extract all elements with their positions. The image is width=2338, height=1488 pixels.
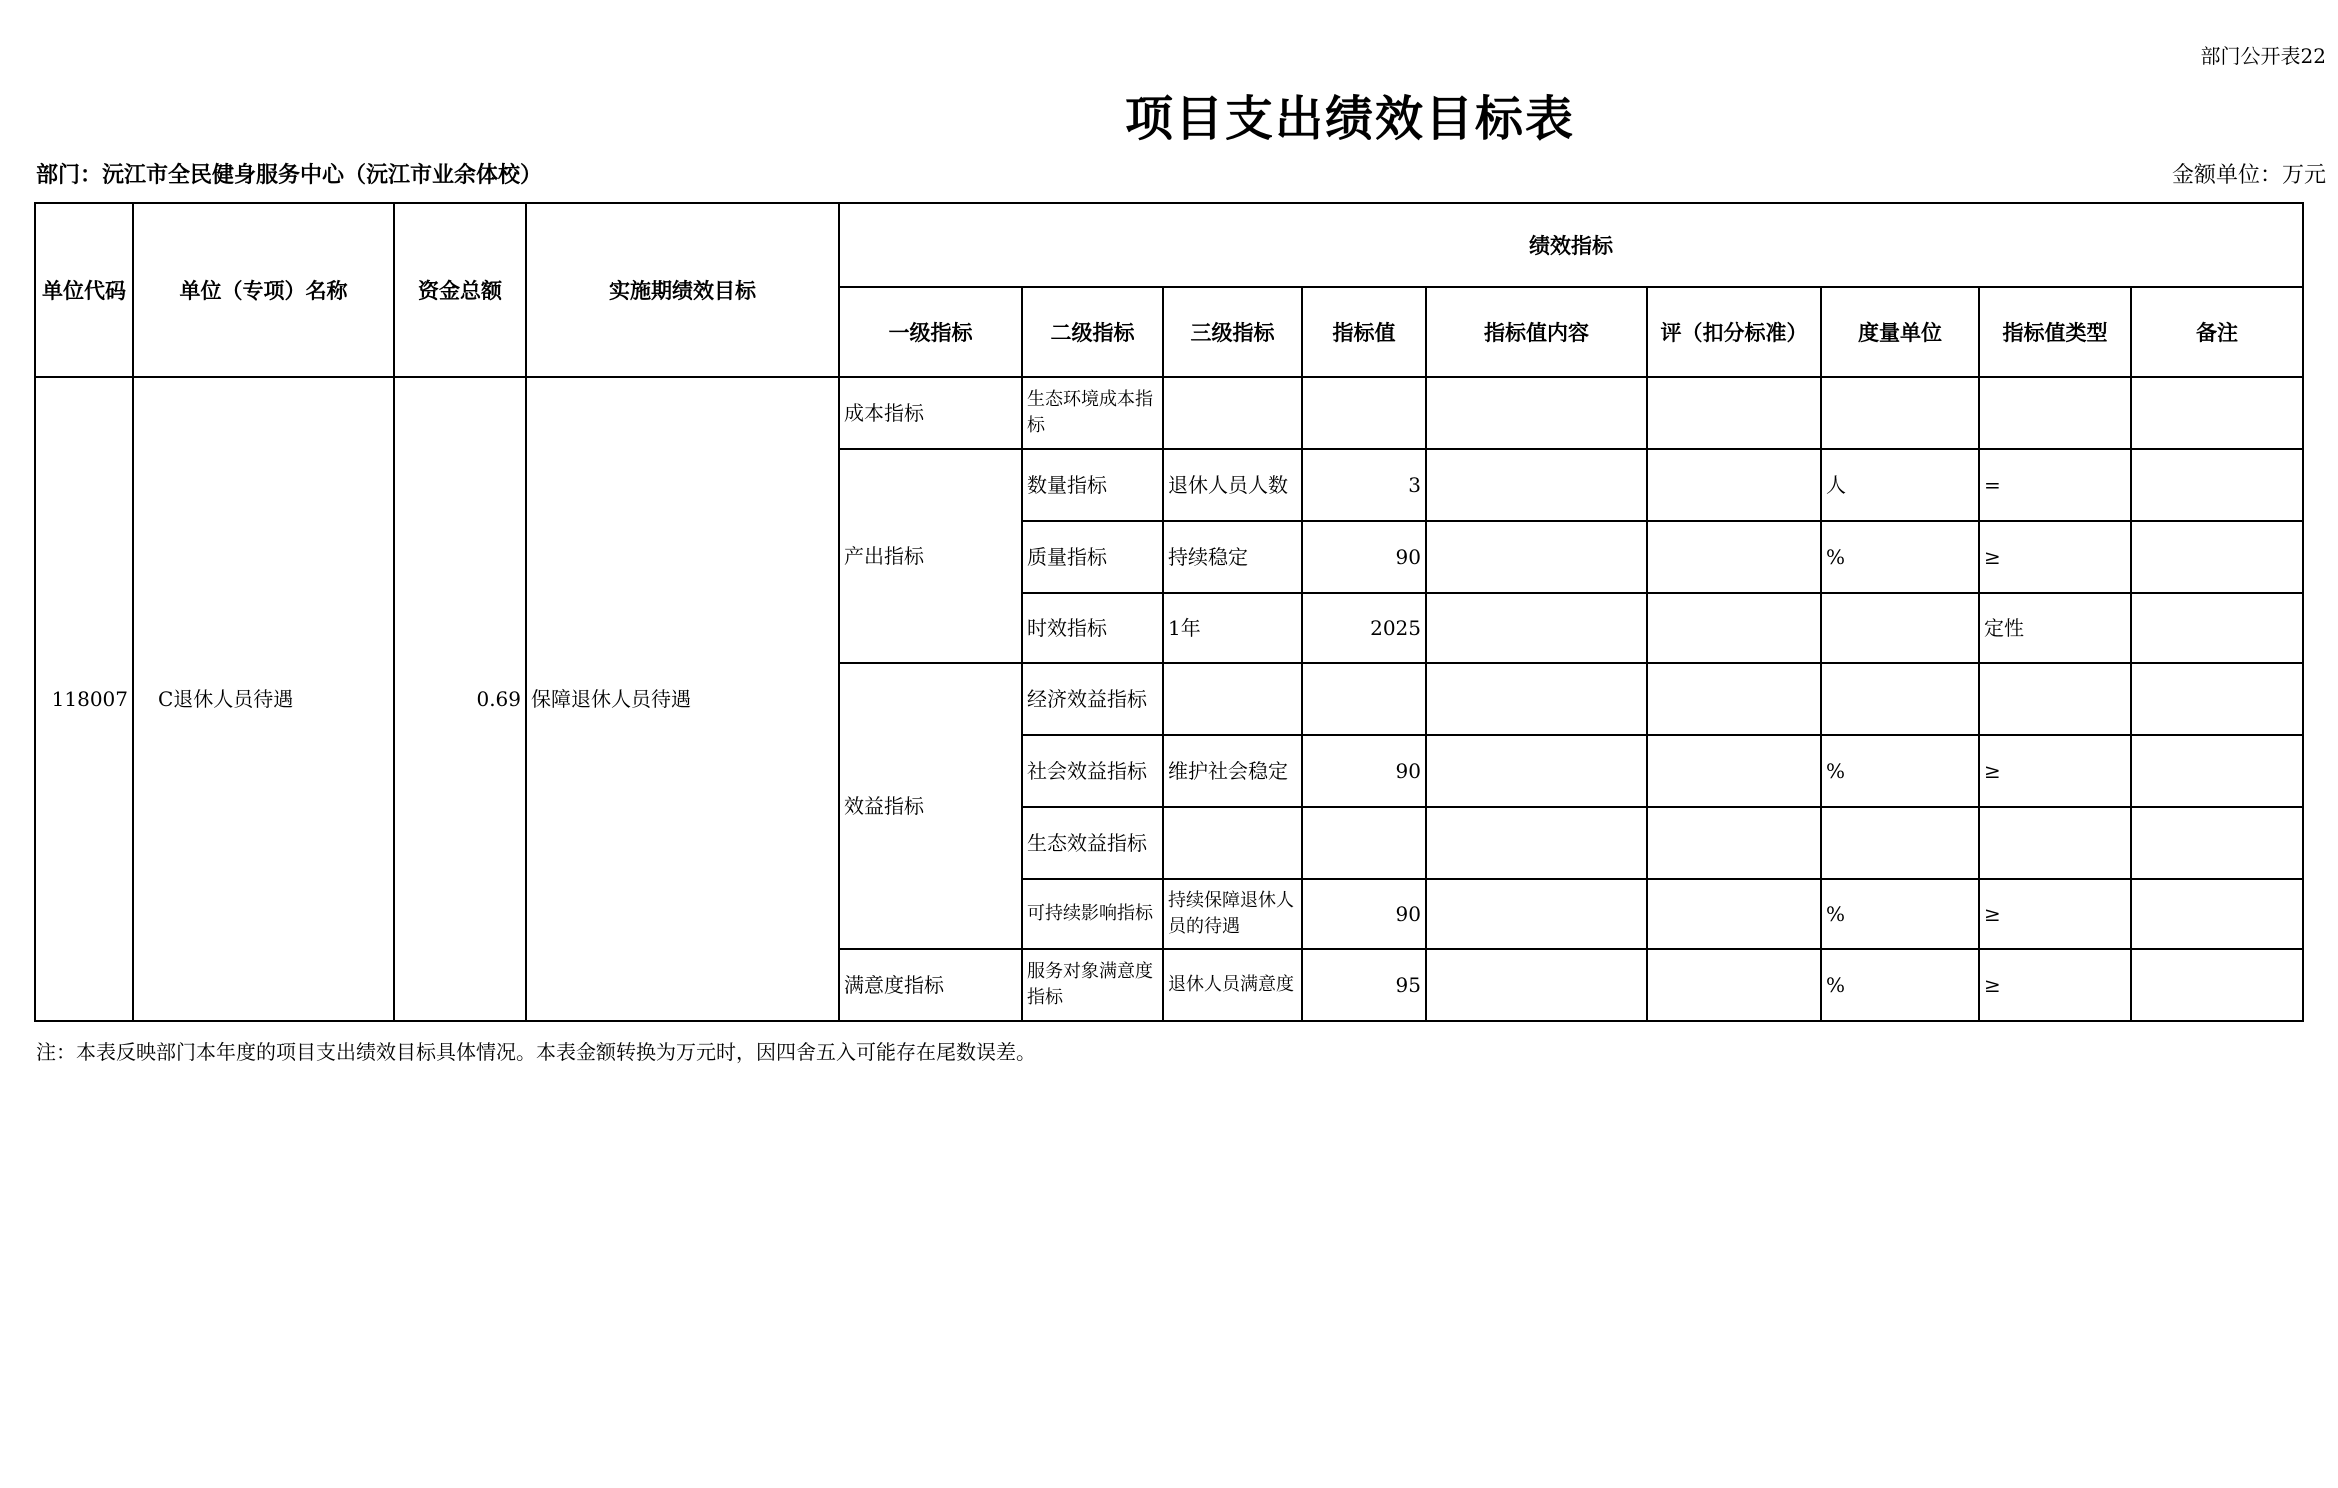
remark-cell	[2131, 521, 2303, 593]
level2-cell: 生态效益指标	[1022, 807, 1163, 879]
department-label: 部门：沅江市全民健身服务中心（沅江市业余体校）	[36, 163, 543, 188]
level2-cell: 服务对象满意度指标	[1022, 949, 1163, 1021]
remark-cell	[2131, 377, 2303, 449]
value-type-cell	[1979, 377, 2131, 449]
value-type-cell: 定性	[1979, 593, 2131, 663]
performance-table	[34, 202, 2304, 1022]
level3-cell	[1163, 377, 1302, 449]
value-content-cell	[1426, 735, 1647, 807]
value-content-cell	[1426, 377, 1647, 449]
scoring-cell	[1647, 879, 1821, 949]
header-value-content: 指标值内容	[1426, 287, 1647, 377]
scoring-cell	[1647, 521, 1821, 593]
value-content-cell	[1426, 449, 1647, 521]
value-cell: 3	[1302, 449, 1426, 521]
value-cell	[1302, 377, 1426, 449]
value-content-cell	[1426, 663, 1647, 735]
value-content-cell	[1426, 949, 1647, 1021]
value-cell: 90	[1302, 521, 1426, 593]
header-level1: 一级指标	[839, 287, 1022, 377]
value-cell: 90	[1302, 735, 1426, 807]
header-goal: 实施期绩效目标	[526, 203, 839, 377]
header-value-type: 指标值类型	[1979, 287, 2131, 377]
scoring-cell	[1647, 735, 1821, 807]
measure-unit-cell	[1821, 807, 1979, 879]
page-title: 项目支出绩效目标表	[1124, 91, 1575, 147]
level1-output: 产出指标	[839, 449, 1022, 663]
level1-benefit: 效益指标	[839, 663, 1022, 949]
remark-cell	[2131, 449, 2303, 521]
header-total-funds: 资金总额	[394, 203, 526, 377]
measure-unit-cell	[1821, 377, 1979, 449]
value-cell	[1302, 807, 1426, 879]
level2-cell: 社会效益指标	[1022, 735, 1163, 807]
remark-cell	[2131, 663, 2303, 735]
amount-unit-label: 金额单位：万元	[2171, 163, 2326, 188]
measure-unit-cell: %	[1821, 735, 1979, 807]
level3-cell: 持续稳定	[1163, 521, 1302, 593]
value-type-cell: =	[1979, 449, 2131, 521]
value-cell: 2025	[1302, 593, 1426, 663]
value-type-cell	[1979, 807, 2131, 879]
level2-cell: 时效指标	[1022, 593, 1163, 663]
value-type-cell: ≥	[1979, 521, 2131, 593]
level1-satisfaction: 满意度指标	[839, 949, 1022, 1021]
scoring-cell	[1647, 377, 1821, 449]
level3-cell: 1年	[1163, 593, 1302, 663]
level3-cell	[1163, 663, 1302, 735]
value-content-cell	[1426, 807, 1647, 879]
level2-cell: 可持续影响指标	[1022, 879, 1163, 949]
remark-cell	[2131, 807, 2303, 879]
header-measure-unit: 度量单位	[1821, 287, 1979, 377]
scoring-cell	[1647, 449, 1821, 521]
scoring-cell	[1647, 663, 1821, 735]
remark-cell	[2131, 879, 2303, 949]
project-code: 118007	[35, 377, 133, 1021]
value-type-cell: ≥	[1979, 879, 2131, 949]
level2-cell: 质量指标	[1022, 521, 1163, 593]
form-code: 部门公开表22	[2200, 44, 2326, 68]
value-type-cell	[1979, 663, 2131, 735]
remark-cell	[2131, 735, 2303, 807]
measure-unit-cell: %	[1821, 521, 1979, 593]
measure-unit-cell: 人	[1821, 449, 1979, 521]
value-type-cell: ≥	[1979, 949, 2131, 1021]
header-level3: 三级指标	[1163, 287, 1302, 377]
project-name: C退休人员待遇	[133, 377, 394, 1021]
level3-cell	[1163, 807, 1302, 879]
level3-cell: 退休人员满意度	[1163, 949, 1302, 1021]
remark-cell	[2131, 949, 2303, 1021]
measure-unit-cell: %	[1821, 949, 1979, 1021]
scoring-cell	[1647, 949, 1821, 1021]
value-cell: 95	[1302, 949, 1426, 1021]
scoring-cell	[1647, 593, 1821, 663]
measure-unit-cell	[1821, 663, 1979, 735]
header-unit-code: 单位代码	[35, 203, 133, 377]
project-goal: 保障退休人员待遇	[526, 377, 839, 1021]
header-indicators: 绩效指标	[839, 203, 2303, 287]
measure-unit-cell	[1821, 593, 1979, 663]
header-scoring: 评（扣分标准）	[1647, 287, 1821, 377]
value-content-cell	[1426, 521, 1647, 593]
level3-cell: 持续保障退休人员的待遇	[1163, 879, 1302, 949]
header-value: 指标值	[1302, 287, 1426, 377]
level2-cell: 经济效益指标	[1022, 663, 1163, 735]
header-unit-name: 单位（专项）名称	[133, 203, 394, 377]
level3-cell: 退休人员人数	[1163, 449, 1302, 521]
value-content-cell	[1426, 593, 1647, 663]
level2-cell: 数量指标	[1022, 449, 1163, 521]
level3-cell: 维护社会稳定	[1163, 735, 1302, 807]
project-funds: 0.69	[394, 377, 526, 1021]
measure-unit-cell: %	[1821, 879, 1979, 949]
header-level2: 二级指标	[1022, 287, 1163, 377]
value-type-cell: ≥	[1979, 735, 2131, 807]
level2-cell: 生态环境成本指标	[1022, 377, 1163, 449]
remark-cell	[2131, 593, 2303, 663]
footnote: 注：本表反映部门本年度的项目支出绩效目标具体情况。本表金额转换为万元时，因四舍五入可能存在尾数误差。	[36, 1040, 1036, 1064]
value-cell	[1302, 663, 1426, 735]
value-content-cell	[1426, 879, 1647, 949]
scoring-cell	[1647, 807, 1821, 879]
level1-cost: 成本指标	[839, 377, 1022, 449]
value-cell: 90	[1302, 879, 1426, 949]
header-remark: 备注	[2131, 287, 2303, 377]
table-row	[35, 377, 2303, 449]
